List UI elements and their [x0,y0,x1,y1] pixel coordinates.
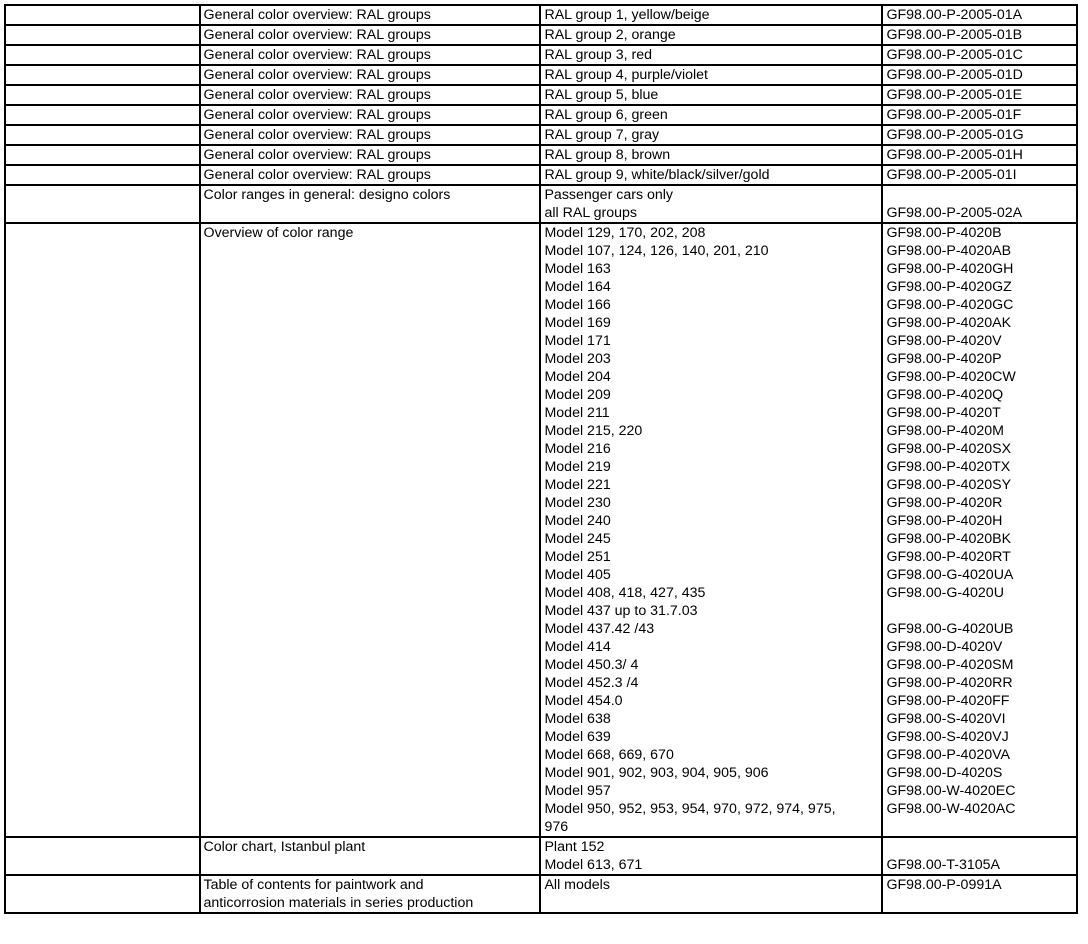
model-line: Model 668, 669, 670 [544,747,674,763]
reference-cell: GF98.00-P-2005-01H [882,145,1077,165]
model-line: Model 230 [544,495,611,511]
model-reference-line: GF98.00-P-4020SM [886,657,1014,673]
description-cell: RAL group 9, white/black/silver/gold [540,165,882,185]
reference-cell: GF98.00-P-2005-01F [882,105,1077,125]
model-reference-line: GF98.00-W-4020AC [886,801,1016,817]
description-cell: RAL group 8, brown [540,145,882,165]
topic-line: Table of contents for paintwork and [203,877,424,893]
empty-cell [5,185,200,223]
model-line: Model 219 [544,459,611,475]
topic-cell: General color overview: RAL groups [200,65,541,85]
table-row-istanbul [5,837,1077,875]
description-cell: RAL group 2, orange [540,25,882,45]
model-line: Model 203 [544,351,611,367]
reference-cell: GF98.00-P-2005-01D [882,65,1077,85]
model-reference-line: GF98.00-P-4020BK [886,531,1012,547]
empty-cell [5,5,200,25]
model-line: Model 245 [544,531,611,547]
model-line: Model 240 [544,513,611,529]
reference-cell: GF98.00-P-2005-01E [882,85,1077,105]
model-reference-line: GF98.00-P-4020R [886,495,1003,511]
empty-cell [5,125,200,145]
model-reference-line: GF98.00-P-4020SY [886,477,1012,493]
description-cell: RAL group 1, yellow/beige [540,5,882,25]
topic-cell: General color overview: RAL groups [200,125,541,145]
topic-cell: General color overview: RAL groups [200,165,541,185]
model-reference-line: GF98.00-P-4020H [886,513,1003,529]
model-line: Model 129, 170, 202, 208 [544,225,706,241]
description-cell: RAL group 6, green [540,105,882,125]
topic-cell: General color overview: RAL groups [200,45,541,65]
table-row [5,25,1077,45]
model-reference-line: GF98.00-P-4020V [886,333,1002,349]
model-line: Model 211 [544,405,610,421]
table-row-designo [5,185,1077,223]
model-line: 976 [544,819,569,835]
reference-cell: GF98.00-P-0991A [882,875,1077,913]
model-line: Model 166 [544,297,611,313]
model-reference-line: GF98.00-P-4020TX [886,459,1011,475]
empty-cell [5,875,200,913]
model-line: Model 639 [544,729,611,745]
table-row [5,125,1077,145]
model-line: Model 163 [544,261,611,277]
model-reference-line: GF98.00-P-4020SX [886,441,1012,457]
model-line: Model 171 [544,333,611,349]
model-line: Model 452.3 /4 [544,675,639,691]
model-line: Model 405 [544,567,611,583]
topic-cell: General color overview: RAL groups [200,25,541,45]
model-reference-line: GF98.00-G-4020U [886,585,1004,601]
table-row-overview [5,223,1077,837]
empty-cell [5,223,200,837]
model-line: Model 437 up to 31.7.03 [544,603,698,619]
description-cell: RAL group 4, purple/violet [540,65,882,85]
model-line: Model 454.0 [544,693,623,709]
model-reference-line: GF98.00-P-4020RR [886,675,1013,691]
model-reference-line: GF98.00-P-4020GC [886,297,1014,313]
table-row [5,65,1077,85]
model-line: Model 209 [544,387,611,403]
model-line: Model 107, 124, 126, 140, 201, 210 [544,243,769,259]
model-line: Model 216 [544,441,611,457]
empty-cell [5,165,200,185]
model-reference-line: GF98.00-S-4020VI [886,711,1006,727]
empty-cell [5,85,200,105]
model-reference-line: GF98.00-P-4020Q [886,387,1004,403]
empty-cell [5,145,200,165]
description-line: Model 613, 671 [544,857,643,873]
model-reference-line: GF98.00-P-4020FF [886,693,1010,709]
topic-cell: Color chart, Istanbul plant [200,837,541,875]
description-line: Passenger cars only [544,187,674,203]
model-line: Model 215, 220 [544,423,643,439]
model-reference-line: GF98.00-P-4020VA [886,747,1010,763]
reference-list-cell [882,223,1077,837]
model-line: Model 169 [544,315,611,331]
model-line: Model 638 [544,711,611,727]
model-reference-line: GF98.00-P-4020AK [886,315,1012,331]
table-row [5,85,1077,105]
topic-cell: General color overview: RAL groups [200,145,541,165]
model-reference-line: GF98.00-P-4020T [886,405,1001,421]
model-reference-line: GF98.00-P-4020M [886,423,1004,439]
empty-cell [5,45,200,65]
reference-line: GF98.00-T-3105A [886,857,1000,873]
table-body [5,5,1077,913]
model-reference-line: GF98.00-P-4020P [886,351,1002,367]
model-line: Model 408, 418, 427, 435 [544,585,706,601]
model-reference-line: GF98.00-P-4020RT [886,549,1011,565]
topic-cell: General color overview: RAL groups [200,105,541,125]
description-line: all RAL groups [544,205,637,221]
table-row [5,145,1077,165]
model-reference-line: GF98.00-P-4020B [886,225,1002,241]
model-line: Model 204 [544,369,611,385]
model-reference-line: GF98.00-D-4020S [886,765,1003,781]
model-reference-line: GF98.00-G-4020UB [886,621,1014,637]
empty-cell [5,25,200,45]
table-row [5,105,1077,125]
topic-cell: Overview of color range [200,223,541,837]
model-line: Model 950, 952, 953, 954, 970, 972, 974, 975, [544,801,836,817]
description-line: Plant 152 [544,839,605,855]
model-list-cell [540,223,882,837]
empty-cell [5,837,200,875]
table-row [5,5,1077,25]
topic-cell: General color overview: RAL groups [200,85,541,105]
reference-cell: GF98.00-P-2005-01G [882,125,1077,145]
model-reference-line: GF98.00-P-4020AB [886,243,1012,259]
empty-cell [5,65,200,85]
description-cell: RAL group 3, red [540,45,882,65]
paint-reference-table [4,4,1078,914]
model-line: Model 414 [544,639,611,655]
model-line: Model 901, 902, 903, 904, 905, 906 [544,765,769,781]
reference-cell: GF98.00-P-2005-01C [882,45,1077,65]
description-cell: All models [540,875,882,913]
model-reference-line: GF98.00-P-4020CW [886,369,1016,385]
reference-cell [882,185,1077,223]
model-line: Model 437.42 /43 [544,621,655,637]
topic-line: anticorrosion materials in series production [203,895,474,911]
model-line: Model 221 [544,477,611,493]
description-cell [540,185,882,223]
model-line: Model 957 [544,783,611,799]
model-reference-line: GF98.00-D-4020V [886,639,1003,655]
table-row-toc [5,875,1077,913]
model-line: Model 251 [544,549,611,565]
topic-cell: General color overview: RAL groups [200,5,541,25]
model-reference-line [886,602,1073,620]
model-line: Model 164 [544,279,611,295]
model-reference-line: GF98.00-G-4020UA [886,567,1014,583]
reference-cell: GF98.00-P-2005-01I [882,165,1077,185]
description-cell: RAL group 5, blue [540,85,882,105]
reference-cell: GF98.00-P-2005-01A [882,5,1077,25]
model-reference-line: GF98.00-P-4020GH [886,261,1014,277]
table-row [5,165,1077,185]
model-reference-line: GF98.00-S-4020VJ [886,729,1009,745]
model-reference-line: GF98.00-P-4020GZ [886,279,1012,295]
model-reference-line: GF98.00-W-4020EC [886,783,1016,799]
description-cell [540,837,882,875]
reference-line: GF98.00-P-2005-02A [886,205,1023,221]
model-line: Model 450.3/ 4 [544,657,639,673]
reference-cell: GF98.00-P-2005-01B [882,25,1077,45]
table-row [5,45,1077,65]
topic-cell: Color ranges in general: designo colors [200,185,541,223]
topic-cell [200,875,541,913]
reference-cell [882,837,1077,875]
description-cell: RAL group 7, gray [540,125,882,145]
empty-cell [5,105,200,125]
